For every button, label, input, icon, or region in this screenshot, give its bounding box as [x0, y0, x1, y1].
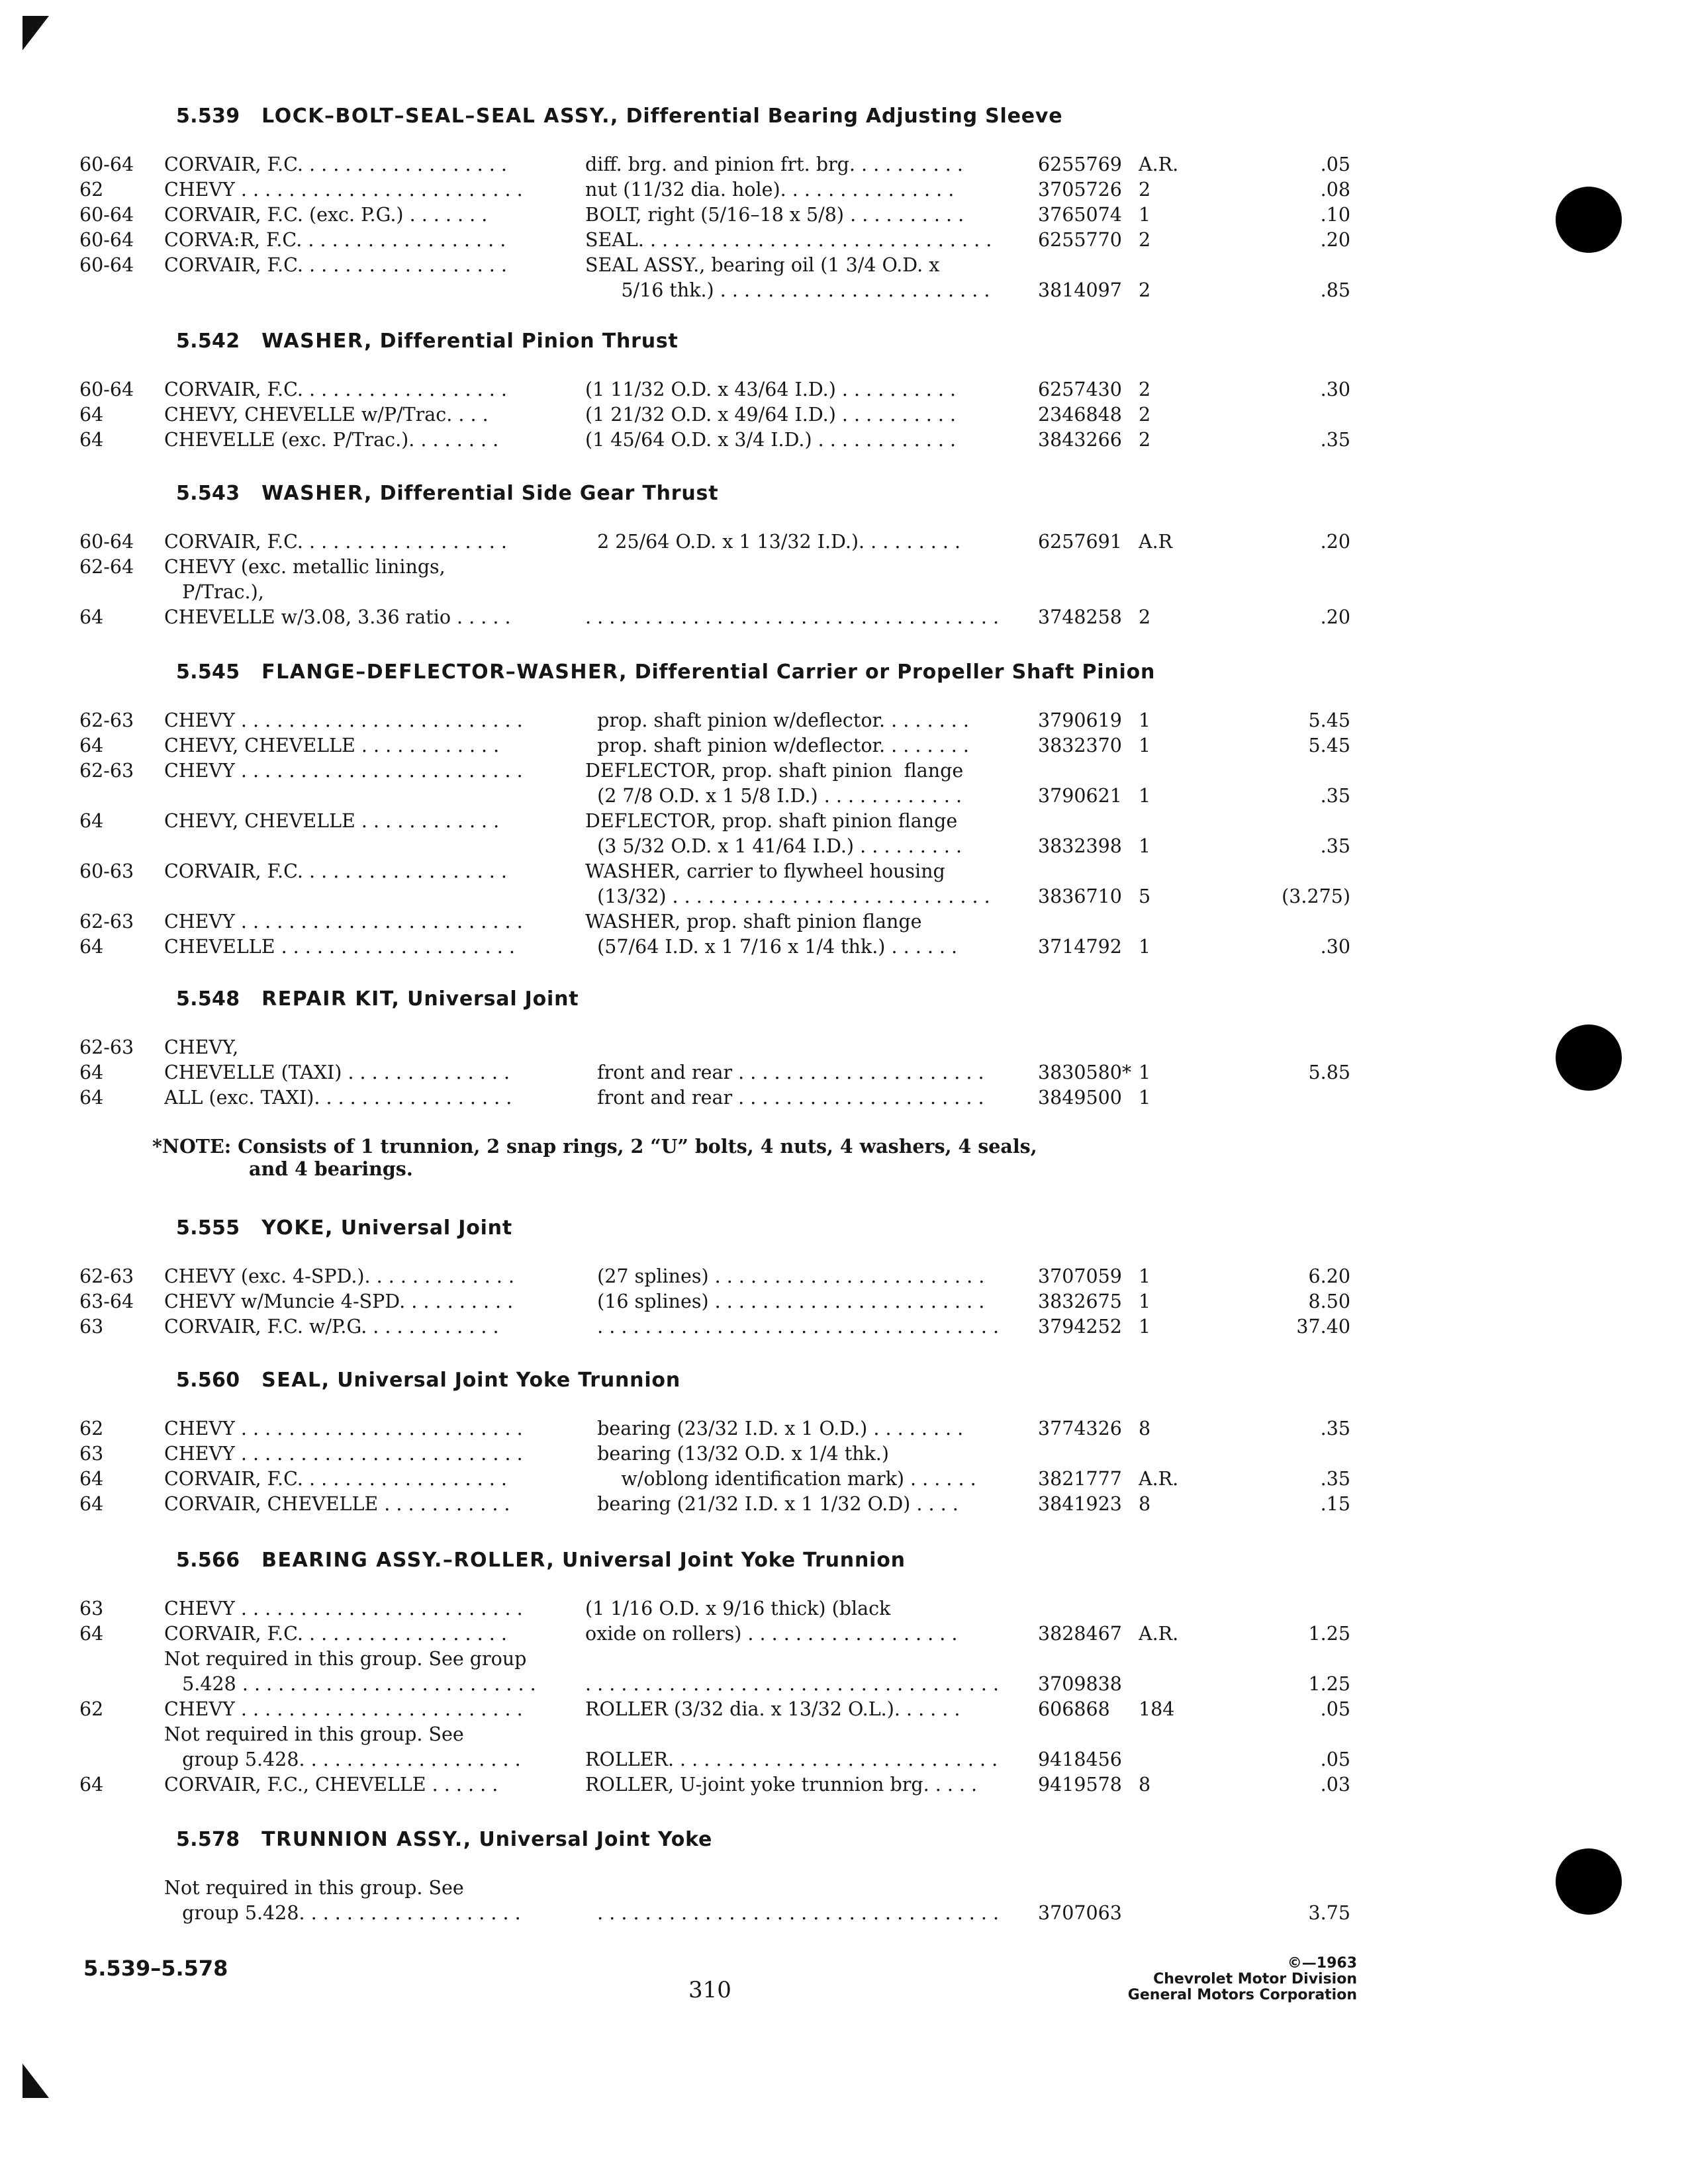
vehicle-model: CHEVY . . . . . . . . . . . . . . . . . . . . . . . . [164, 1418, 523, 1439]
section-title [176, 330, 679, 353]
table-row [79, 1467, 1509, 1492]
part-number: 3774326 [1038, 1418, 1122, 1439]
section-title [176, 987, 579, 1011]
part-description: . . . . . . . . . . . . . . . . . . . . . . . . . . . . . . . . . . . [585, 1673, 1000, 1695]
quantity: 184 [1139, 1698, 1175, 1720]
table-row [79, 909, 1509, 934]
model-year: 64 [79, 606, 104, 628]
quantity: 8 [1139, 1774, 1151, 1796]
vehicle-model: CHEVY . . . . . . . . . . . . . . . . . . . . . . . . [164, 179, 523, 201]
parts-table [79, 152, 1509, 303]
part-description: ROLLER (3/32 dia. x 13/32 O.L.). . . . . . [585, 1698, 961, 1720]
table-row [79, 1060, 1509, 1085]
table-row [79, 1876, 1509, 1901]
table-row [79, 1672, 1509, 1697]
quantity: 1 [1139, 204, 1151, 226]
section-name: LOCK–BOLT–SEAL–SEAL ASSY., [261, 105, 619, 128]
vehicle-model: CORVAIR, F.C. . . . . . . . . . . . . . . . . . [164, 154, 507, 175]
table-row [79, 884, 1509, 909]
part-number: 3765074 [1038, 204, 1122, 226]
price: 37.40 [1296, 1316, 1350, 1338]
table-row [79, 1772, 1509, 1797]
model-year: 64 [79, 735, 104, 756]
model-year: 64 [79, 429, 104, 451]
model-year: 64 [79, 1623, 104, 1645]
section-description: Universal Joint Yoke Trunnion [337, 1369, 680, 1392]
vehicle-model: CHEVY (exc. 4-SPD.). . . . . . . . . . . . . [164, 1265, 515, 1287]
model-year: 64 [79, 810, 104, 832]
vehicle-model: CORVAIR, F.C. . . . . . . . . . . . . . . . . . [164, 860, 507, 882]
table-row [79, 605, 1509, 630]
part-number: 3790621 [1038, 785, 1122, 807]
part-number: 6255769 [1038, 154, 1122, 175]
section-number: 5.542 [176, 330, 240, 353]
table-row [79, 733, 1509, 758]
part-description: (57/64 I.D. x 1 7/16 x 1/4 thk.) . . . . . . [585, 936, 958, 958]
parts-table [79, 529, 1509, 630]
quantity: 2 [1139, 429, 1151, 451]
part-number: 3714792 [1038, 936, 1122, 958]
vehicle-model: CHEVY, CHEVELLE . . . . . . . . . . . . [164, 810, 500, 832]
vehicle-model: CORVAIR, F.C. . . . . . . . . . . . . . . . . . [164, 1468, 507, 1490]
part-description: front and rear . . . . . . . . . . . . . . . . . . . . . [585, 1062, 984, 1083]
part-description: ROLLER, U-joint yoke trunnion brg. . . . . [585, 1774, 978, 1796]
section-number: 5.539 [176, 105, 240, 128]
table-row [79, 1722, 1509, 1747]
part-description: SEAL ASSY., bearing oil (1 3/4 O.D. x [585, 254, 940, 276]
parts-table [79, 377, 1509, 453]
section-title [176, 660, 1155, 684]
table-row [79, 177, 1509, 203]
part-description: (27 splines) . . . . . . . . . . . . . . . . . . . . . . . [585, 1265, 985, 1287]
table-row [79, 1596, 1509, 1621]
section-name: TRUNNION ASSY., [261, 1828, 472, 1851]
vehicle-model: CHEVY, CHEVELLE w/P/Trac. . . . [164, 404, 489, 426]
table-row [79, 228, 1509, 253]
part-description: nut (11/32 dia. hole). . . . . . . . . . . . . . . [585, 179, 955, 201]
parts-table [79, 1876, 1509, 1926]
note-line-2: and 4 bearings. [249, 1158, 413, 1180]
part-description: (16 splines) . . . . . . . . . . . . . . . . . . . . . . . [585, 1291, 985, 1312]
model-year: 64 [79, 1468, 104, 1490]
price: .20 [1320, 531, 1350, 553]
price: .05 [1320, 1749, 1350, 1770]
table-row [79, 1035, 1509, 1060]
part-description: WASHER, prop. shaft pinion flange [585, 911, 922, 933]
price: .08 [1320, 179, 1350, 201]
vehicle-model: Not required in this group. See group [164, 1648, 527, 1670]
parts-table [79, 1264, 1509, 1340]
section-title [176, 1216, 512, 1240]
part-number: 3836710 [1038, 886, 1122, 907]
quantity: A.R [1139, 531, 1173, 553]
part-number: 3841923 [1038, 1493, 1122, 1515]
part-description: DEFLECTOR, prop. shaft pinion flange [585, 760, 964, 782]
copyright-line-3: General Motors Corporation [1127, 1987, 1357, 2003]
part-description: bearing (23/32 I.D. x 1 O.D.) . . . . . . . . [585, 1418, 964, 1439]
vehicle-model: CORVAIR, F.C. . . . . . . . . . . . . . . . . . [164, 254, 507, 276]
vehicle-model: CHEVY (exc. metallic linings, [164, 556, 445, 578]
vehicle-model: CHEVELLE (exc. P/Trac.). . . . . . . . [164, 429, 499, 451]
quantity: 5 [1139, 886, 1151, 907]
vehicle-model: CHEVY . . . . . . . . . . . . . . . . . . . . . . . . [164, 760, 523, 782]
price: .35 [1320, 429, 1350, 451]
quantity: 2 [1139, 606, 1151, 628]
part-description: 5/16 thk.) . . . . . . . . . . . . . . . . . . . . . . . [585, 279, 990, 301]
price: .15 [1320, 1493, 1350, 1515]
vehicle-model: CORVAIR, F.C. . . . . . . . . . . . . . . . . . [164, 1623, 507, 1645]
part-description: front and rear . . . . . . . . . . . . . . . . . . . . . [585, 1087, 984, 1109]
quantity: 1 [1139, 1316, 1151, 1338]
part-number: 3709838 [1038, 1673, 1122, 1695]
model-year: 62-63 [79, 1036, 134, 1058]
model-year: 64 [79, 936, 104, 958]
price: 5.45 [1308, 735, 1350, 756]
part-number: 3790619 [1038, 709, 1122, 731]
parts-table [79, 708, 1509, 960]
quantity: 1 [1139, 1087, 1151, 1109]
section-name: WASHER, [261, 482, 373, 505]
model-year: 60-64 [79, 254, 134, 276]
table-row [79, 253, 1509, 278]
vehicle-model: CORVA:R, F.C. . . . . . . . . . . . . . . . . . [164, 229, 506, 251]
part-number: 3832370 [1038, 735, 1122, 756]
part-description: BOLT, right (5/16–18 x 5/8) . . . . . . . . . . [585, 204, 964, 226]
section-number: 5.578 [176, 1828, 240, 1851]
vehicle-model: CHEVY . . . . . . . . . . . . . . . . . . . . . . . . [164, 1698, 523, 1720]
price: .35 [1320, 1418, 1350, 1439]
part-number: 3748258 [1038, 606, 1122, 628]
quantity: 2 [1139, 179, 1151, 201]
part-description: SEAL. . . . . . . . . . . . . . . . . . . . . . . . . . . . . . [585, 229, 992, 251]
part-number: 3830580* [1038, 1062, 1132, 1083]
table-row [79, 428, 1509, 453]
copyright-block [1059, 1956, 1357, 2003]
price: 1.25 [1308, 1623, 1350, 1645]
table-row [79, 278, 1509, 303]
repair-kit-note [152, 1135, 1037, 1180]
section-number: 5.566 [176, 1549, 240, 1572]
quantity: 1 [1139, 1265, 1151, 1287]
vehicle-model: CHEVELLE . . . . . . . . . . . . . . . . . . . . [164, 936, 515, 958]
quantity: 2 [1139, 404, 1151, 426]
model-year: 63 [79, 1443, 104, 1465]
table-row [79, 1289, 1509, 1314]
price: 1.25 [1308, 1673, 1350, 1695]
part-description: w/oblong identification mark) . . . . . . [585, 1468, 976, 1490]
table-row [79, 555, 1509, 580]
part-number: 3814097 [1038, 279, 1122, 301]
vehicle-model: CHEVY, CHEVELLE . . . . . . . . . . . . [164, 735, 500, 756]
corner-registration-mark-top [23, 16, 49, 50]
quantity: 1 [1139, 785, 1151, 807]
part-description: . . . . . . . . . . . . . . . . . . . . . . . . . . . . . . . . . . . [585, 606, 1000, 628]
part-number: 3832398 [1038, 835, 1122, 857]
part-description: bearing (21/32 I.D. x 1 1/32 O.D) . . . . [585, 1493, 959, 1515]
quantity: 1 [1139, 936, 1151, 958]
section-name: SEAL, [261, 1369, 330, 1392]
vehicle-model: CORVAIR, F.C. (exc. P.G.) . . . . . . . [164, 204, 488, 226]
vehicle-model: P/Trac.), [164, 581, 264, 603]
quantity: A.R. [1139, 1468, 1179, 1490]
vehicle-model: group 5.428. . . . . . . . . . . . . . . . . . . [164, 1902, 521, 1924]
price: 3.75 [1308, 1902, 1350, 1924]
section-number: 5.548 [176, 987, 240, 1011]
price: .30 [1320, 379, 1350, 400]
copyright-line-1: ©—1963 [1287, 1955, 1357, 1972]
part-number: 3705726 [1038, 179, 1122, 201]
vehicle-model: CHEVELLE (TAXI) . . . . . . . . . . . . . . [164, 1062, 510, 1083]
page-range: 5.539–5.578 [83, 1956, 228, 1981]
model-year: 62-64 [79, 556, 134, 578]
vehicle-model: CORVAIR, F.C., CHEVELLE . . . . . . [164, 1774, 498, 1796]
part-number: 9419578 [1038, 1774, 1122, 1796]
model-year: 60-63 [79, 860, 134, 882]
model-year: 62-63 [79, 1265, 134, 1287]
table-row [79, 377, 1509, 402]
table-row [79, 402, 1509, 428]
vehicle-model: CHEVY . . . . . . . . . . . . . . . . . . . . . . . . [164, 1443, 523, 1465]
part-number: 3843266 [1038, 429, 1122, 451]
section-name: WASHER, [261, 330, 373, 353]
table-row [79, 1492, 1509, 1517]
part-description: . . . . . . . . . . . . . . . . . . . . . . . . . . . . . . . . . . [585, 1316, 1000, 1338]
vehicle-model: CORVAIR, F.C. . . . . . . . . . . . . . . . . . [164, 531, 507, 553]
table-row [79, 1441, 1509, 1467]
table-row [79, 1747, 1509, 1772]
table-row [79, 809, 1509, 834]
part-description: (1 45/64 O.D. x 3/4 I.D.) . . . . . . . . . . . . [585, 429, 957, 451]
vehicle-model: CHEVELLE w/3.08, 3.36 ratio . . . . . [164, 606, 511, 628]
part-description: diff. brg. and pinion frt. brg. . . . . . . . . . [585, 154, 963, 175]
table-row [79, 708, 1509, 733]
table-row [79, 580, 1509, 605]
vehicle-model: CHEVY . . . . . . . . . . . . . . . . . . . . . . . . [164, 911, 523, 933]
table-row [79, 529, 1509, 555]
model-year: 60-64 [79, 154, 134, 175]
model-year: 62-63 [79, 760, 134, 782]
section-number: 5.555 [176, 1216, 240, 1240]
price: .35 [1320, 1468, 1350, 1490]
part-description: (13/32) . . . . . . . . . . . . . . . . . . . . . . . . . . . [585, 886, 990, 907]
quantity: 1 [1139, 709, 1151, 731]
quantity: 8 [1139, 1493, 1151, 1515]
quantity: 2 [1139, 229, 1151, 251]
vehicle-model: Not required in this group. See [164, 1877, 464, 1899]
part-number: 3821777 [1038, 1468, 1122, 1490]
price: (3.275) [1282, 886, 1350, 907]
section-description: Differential Side Gear Thrust [379, 482, 719, 505]
section-description: Universal Joint Yoke [479, 1828, 713, 1851]
section-name: REPAIR KIT, [261, 987, 400, 1011]
section-number: 5.543 [176, 482, 240, 505]
part-description: prop. shaft pinion w/deflector. . . . . . . . [585, 709, 969, 731]
quantity: 1 [1139, 735, 1151, 756]
part-number: 3832675 [1038, 1291, 1122, 1312]
price: .35 [1320, 835, 1350, 857]
vehicle-model: CORVAIR, F.C. w/P.G. . . . . . . . . . . . [164, 1316, 499, 1338]
quantity: A.R. [1139, 154, 1179, 175]
model-year: 64 [79, 1087, 104, 1109]
vehicle-model: CHEVY w/Muncie 4-SPD. . . . . . . . . . [164, 1291, 514, 1312]
table-row [79, 859, 1509, 884]
section-name: FLANGE–DEFLECTOR–WASHER, [261, 660, 628, 684]
page-number: 310 [688, 1977, 731, 2003]
section-name: BEARING ASSY.–ROLLER, [261, 1549, 555, 1572]
part-description: 2 25/64 O.D. x 1 13/32 I.D.). . . . . . . . . [585, 531, 961, 553]
quantity: 2 [1139, 279, 1151, 301]
table-row [79, 758, 1509, 784]
quantity: A.R. [1139, 1623, 1179, 1645]
model-year: 64 [79, 404, 104, 426]
model-year: 60-64 [79, 229, 134, 251]
section-number: 5.545 [176, 660, 240, 684]
price: 5.45 [1308, 709, 1350, 731]
part-description: WASHER, carrier to flywheel housing [585, 860, 945, 882]
quantity: 1 [1139, 835, 1151, 857]
price: .20 [1320, 606, 1350, 628]
copyright-line-2: Chevrolet Motor Division [1153, 1971, 1357, 1987]
part-number: 3849500 [1038, 1087, 1122, 1109]
model-year: 64 [79, 1774, 104, 1796]
table-row [79, 1085, 1509, 1111]
section-title [176, 1828, 712, 1851]
note-line-1: *NOTE: Consists of 1 trunnion, 2 snap rings, 2 “U” bolts, 4 nuts, 4 washers, 4 seals, [152, 1135, 1037, 1158]
model-year: 63 [79, 1316, 104, 1338]
part-description: (2 7/8 O.D. x 1 5/8 I.D.) . . . . . . . . . . . . [585, 785, 962, 807]
quantity: 1 [1139, 1062, 1151, 1083]
part-description: (1 11/32 O.D. x 43/64 I.D.) . . . . . . . . . . [585, 379, 957, 400]
section-description: Differential Pinion Thrust [379, 330, 679, 353]
vehicle-model: group 5.428. . . . . . . . . . . . . . . . . . . [164, 1749, 521, 1770]
parts-table [79, 1035, 1509, 1111]
table-row [79, 934, 1509, 960]
part-number: 6255770 [1038, 229, 1122, 251]
vehicle-model: 5.428 . . . . . . . . . . . . . . . . . . . . . . . . . [164, 1673, 536, 1695]
part-description: . . . . . . . . . . . . . . . . . . . . . . . . . . . . . . . . . . [585, 1902, 1000, 1924]
part-number: 9418456 [1038, 1749, 1122, 1770]
vehicle-model: CHEVY . . . . . . . . . . . . . . . . . . . . . . . . [164, 1598, 523, 1619]
table-row [79, 152, 1509, 177]
model-year: 63-64 [79, 1291, 134, 1312]
model-year: 62-63 [79, 911, 134, 933]
section-title [176, 1369, 680, 1392]
part-number: 3828467 [1038, 1623, 1122, 1645]
quantity: 1 [1139, 1291, 1151, 1312]
part-number: 3794252 [1038, 1316, 1122, 1338]
model-year: 64 [79, 1062, 104, 1083]
price: .05 [1320, 154, 1350, 175]
quantity: 8 [1139, 1418, 1151, 1439]
table-row [79, 784, 1509, 809]
section-description: Differential Bearing Adjusting Sleeve [626, 105, 1063, 128]
model-year: 60-64 [79, 204, 134, 226]
part-number: 606868 [1038, 1698, 1110, 1720]
quantity: 2 [1139, 379, 1151, 400]
vehicle-model: ALL (exc. TAXI). . . . . . . . . . . . . . . . . [164, 1087, 512, 1109]
table-row [79, 1264, 1509, 1289]
section-description: Universal Joint Yoke Trunnion [562, 1549, 906, 1572]
price: .85 [1320, 279, 1350, 301]
part-description: (1 21/32 O.D. x 49/64 I.D.) . . . . . . . . . . [585, 404, 957, 426]
binder-hole-icon [1556, 1024, 1622, 1091]
vehicle-model: CHEVY, [164, 1036, 239, 1058]
model-year: 60-64 [79, 379, 134, 400]
part-description: bearing (13/32 O.D. x 1/4 thk.) [585, 1443, 889, 1465]
vehicle-model: Not required in this group. See [164, 1723, 464, 1745]
price: .35 [1320, 785, 1350, 807]
table-row [79, 203, 1509, 228]
part-number: 6257430 [1038, 379, 1122, 400]
part-description: (3 5/32 O.D. x 1 41/64 I.D.) . . . . . . . . . [585, 835, 962, 857]
part-description: oxide on rollers) . . . . . . . . . . . . . . . . . . [585, 1623, 958, 1645]
parts-table [79, 1596, 1509, 1797]
vehicle-model: CHEVY . . . . . . . . . . . . . . . . . . . . . . . . [164, 709, 523, 731]
model-year: 62 [79, 1418, 104, 1439]
price: .20 [1320, 229, 1350, 251]
part-description: ROLLER. . . . . . . . . . . . . . . . . . . . . . . . . . . . [585, 1749, 998, 1770]
part-number: 3707059 [1038, 1265, 1122, 1287]
section-number: 5.560 [176, 1369, 240, 1392]
model-year: 60-64 [79, 531, 134, 553]
part-number: 3707063 [1038, 1902, 1122, 1924]
price: .03 [1320, 1774, 1350, 1796]
price: 8.50 [1308, 1291, 1350, 1312]
part-description: (1 1/16 O.D. x 9/16 thick) (black [585, 1598, 891, 1619]
corner-registration-mark-bottom [23, 2064, 49, 2098]
model-year: 62 [79, 1698, 104, 1720]
table-row [79, 1901, 1509, 1926]
model-year: 62 [79, 179, 104, 201]
binder-hole-icon [1556, 187, 1622, 253]
section-description: Universal Joint [407, 987, 579, 1011]
model-year: 63 [79, 1598, 104, 1619]
table-row [79, 834, 1509, 859]
table-row [79, 1416, 1509, 1441]
price: .10 [1320, 204, 1350, 226]
parts-table [79, 1416, 1509, 1517]
part-description: prop. shaft pinion w/deflector. . . . . . . . [585, 735, 969, 756]
part-description: DEFLECTOR, prop. shaft pinion flange [585, 810, 958, 832]
table-row [79, 1314, 1509, 1340]
binder-hole-icon [1556, 1848, 1622, 1915]
price: .05 [1320, 1698, 1350, 1720]
price: .30 [1320, 936, 1350, 958]
price: 5.85 [1308, 1062, 1350, 1083]
model-year: 64 [79, 1493, 104, 1515]
part-number: 6257691 [1038, 531, 1122, 553]
section-title [176, 105, 1062, 128]
section-name: YOKE, [261, 1216, 334, 1240]
section-title [176, 482, 718, 505]
table-row [79, 1697, 1509, 1722]
vehicle-model: CORVAIR, CHEVELLE . . . . . . . . . . . [164, 1493, 510, 1515]
part-number: 2346848 [1038, 404, 1122, 426]
price: 6.20 [1308, 1265, 1350, 1287]
section-description: Differential Carrier or Propeller Shaft Pinion [634, 660, 1156, 684]
model-year: 62-63 [79, 709, 134, 731]
vehicle-model: CORVAIR, F.C. . . . . . . . . . . . . . . . . . [164, 379, 507, 400]
section-description: Universal Joint [340, 1216, 512, 1240]
section-title [176, 1549, 906, 1572]
table-row [79, 1647, 1509, 1672]
table-row [79, 1621, 1509, 1647]
